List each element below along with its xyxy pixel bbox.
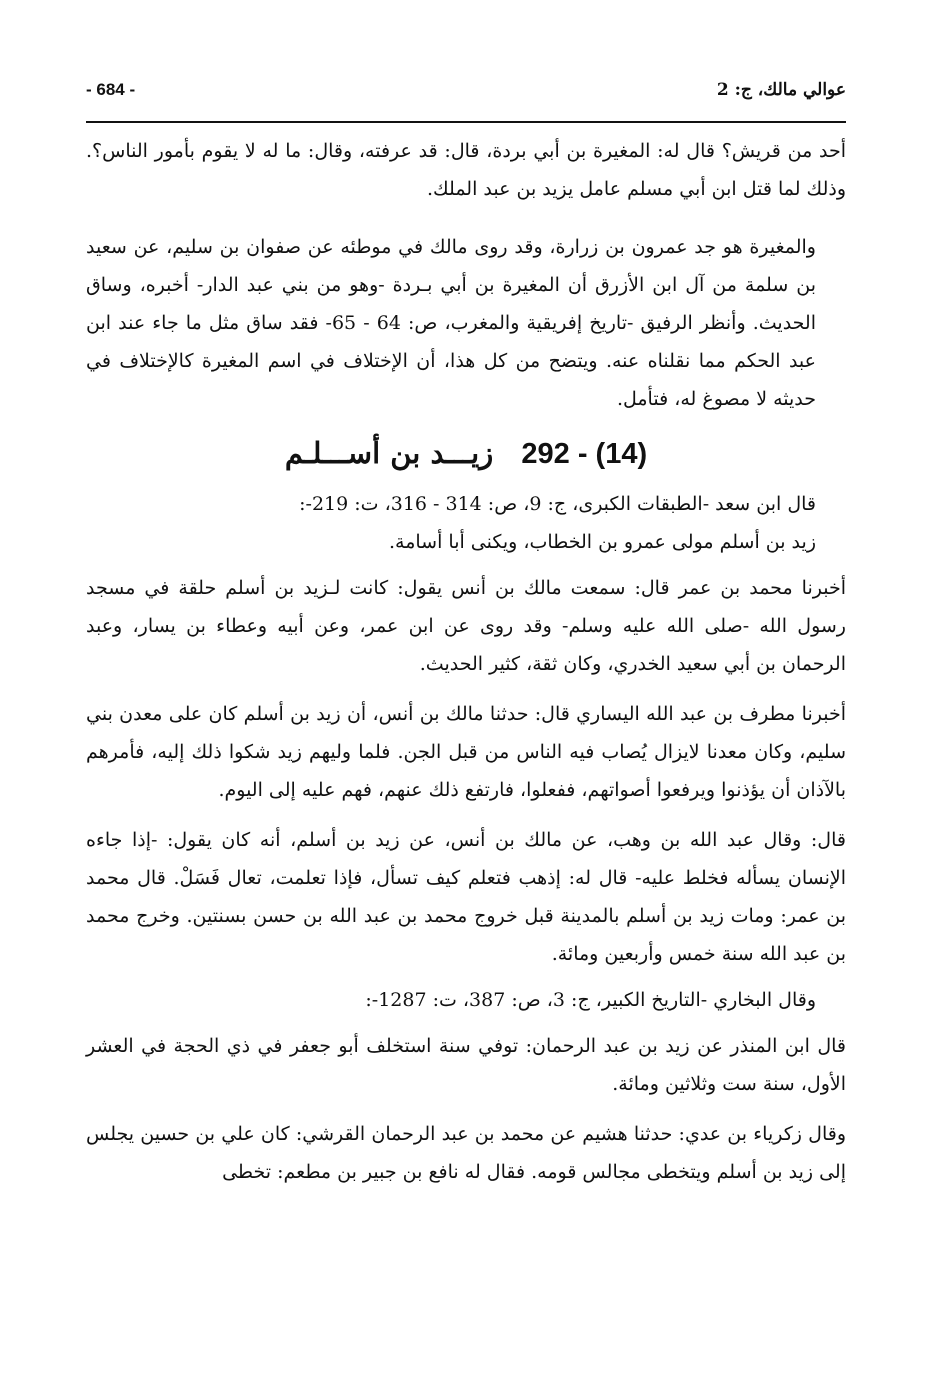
paragraph: وقال زكرياء بن عدي: حدثنا هشيم عن محمد بن عبد الرحمان القرشي: كان علي بن حسين يجلس إلى زيد بن أسلم ويتخطى مجالس قومه. فقال له نافع بن جبير بن مطعم: تخطى [86,1123,846,1183]
section-heading [86,428,846,479]
paragraph: زيد بن أسلم مولى عمرو بن الخطاب، ويكنى أبا أسامة. [388,531,816,553]
source-citation: وقال البخاري -التاريخ الكبير، ج: 3، ص: 387، ت: 1287-: [365,989,816,1011]
header-rule [86,121,846,123]
paragraph: أخبرنا محمد بن عمر قال: سمعت مالك بن أنس يقول: كانت لـزيد بن أسلم حلقة في مسجد رسول الله -صلى الله عليه وسلم- وقد روى عن ابن عمر، وعن أبيه وعطاء بن يسار، وعبد الرحمان بن أبي سعيد الخدري، وكان ثقة، كثير الحديث. [86,577,846,675]
page-body [86,132,846,1191]
page-header [86,78,846,114]
page-number: - 684 - [86,80,136,99]
section-number: 292 - (14) [521,438,648,470]
paragraph: والمغيرة هو جد عمرون بن زرارة، وقد روى مالك في موطئه عن صفوان بن سليم، عن سعيد بن سلمة من آل ابن الأزرق أن المغيرة بن أبي بـردة -وهو من بني عبد الدار- أخبره، وساق الحديث. وأنظر الرفيق -تاريخ إفريقية والمغرب، ص: 64 - 65- فقد ساق مثل ما جاء عند ابن عبد الحكم مما نقلناه عنه. ويتضح من كل هذا، أن الإختلاف في اسم المغيرة كالإختلاف في حديثه لا مصوغ له، فتأمل. [86,236,816,410]
source-citation: قال ابن سعد -الطبقات الكبرى، ج: 9، ص: 314 - 316، ت: 219-: [299,493,816,515]
paragraph: أحد من قريش؟ قال له: المغيرة بن أبي بردة، قال: قد عرفته، وقال: ما له لا يقوم بأمور الناس؟. وذلك لما قتل ابن أبي مسلم عامل يزيد بن عبد الملك. [86,140,846,200]
running-title: عوالي مالك، ج: 2 [716,80,846,100]
paragraph: قال: وقال عبد الله بن وهب، عن مالك بن أنس، عن زيد بن أسلم، أنه كان يقول: -إذا جاءه الإنسان يسأله فخلط عليه- قال له: إذهب فتعلم كيف تسأل، فإذا تعلمت، تعال فَسَلْ. قال محمد بن عمر: ومات زيد بن أسلم بالمدينة قبل خروج محمد بن عبد الله بن حسن بسنتين. وخرج محمد بن عبد الله سنة خمس وأربعين ومائة. [86,829,846,965]
paragraph: أخبرنا مطرف بن عبد الله اليساري قال: حدثنا مالك بن أنس، أن زيد بن أسلم كان على معدن بني سليم، وكان معدنا لايزال يُصاب فيه الناس من قبل الجن. فلما وليهم زيد شكوا ذلك إليه، فأمرهم بالآذان أن يؤذنوا ويرفعوا أصواتهم، ففعلوا، فارتفع ذلك عنهم، فهم عليه إلى اليوم. [86,703,846,801]
paragraph: قال ابن المنذر عن زيد بن عبد الرحمان: توفي سنة استخلف أبو جعفر في ذي الحجة في العشر الأول، سنة ست وثلاثين ومائة. [86,1035,846,1095]
section-name: زيـــد بن أســـلـم [284,436,494,470]
